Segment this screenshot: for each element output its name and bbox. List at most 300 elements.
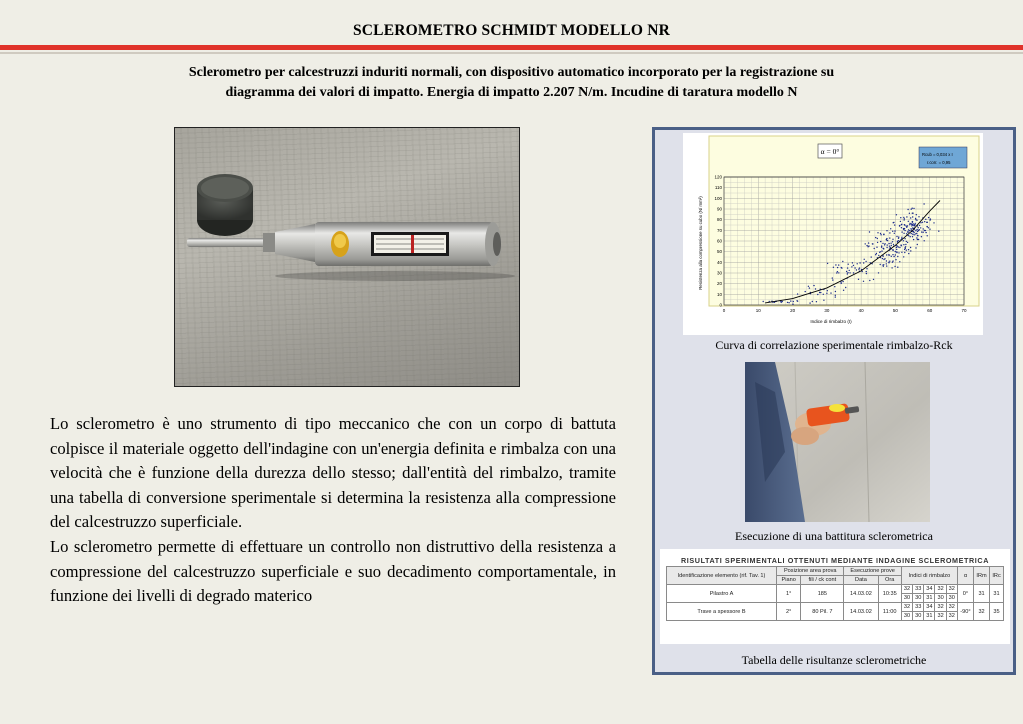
- scatter-point: [910, 236, 911, 237]
- scatter-point: [904, 252, 905, 253]
- scatter-point: [906, 241, 907, 242]
- scatter-point: [838, 272, 839, 273]
- scatter-point: [906, 233, 907, 234]
- scatter-point: [911, 223, 912, 224]
- scatter-point: [899, 225, 900, 226]
- scatter-point: [787, 302, 788, 303]
- scatter-point: [915, 219, 916, 220]
- scatter-point: [819, 292, 820, 293]
- scatter-point: [901, 227, 902, 228]
- scatter-point: [827, 263, 828, 264]
- scatter-point: [906, 250, 907, 251]
- cell-index: 30: [935, 594, 946, 603]
- scatter-point: [880, 241, 881, 242]
- scatter-point: [916, 229, 917, 230]
- scatter-point: [896, 252, 897, 253]
- scatter-point: [907, 225, 908, 226]
- scatter-point: [918, 216, 919, 217]
- cell-alpha: 0°: [957, 585, 973, 603]
- scatter-point: [874, 248, 875, 249]
- cell-ora: 10:35: [878, 585, 901, 603]
- scatter-point: [927, 222, 928, 223]
- scatter-point: [763, 301, 764, 302]
- scatter-point: [886, 254, 887, 255]
- scatter-point: [908, 221, 909, 222]
- scatter-point: [911, 209, 912, 210]
- scatter-point: [865, 243, 866, 244]
- cell-data: 14.03.02: [844, 603, 878, 621]
- col-element: Identificazione elemento (rif. Tav. 1): [667, 567, 777, 585]
- scatter-point: [927, 226, 928, 227]
- scatter-point: [881, 250, 882, 251]
- scatter-point: [880, 233, 881, 234]
- cell-index: 32: [935, 612, 946, 621]
- x-axis-label: Indice di rimbalzo (I): [810, 319, 852, 324]
- scatter-point: [889, 261, 890, 262]
- cell-index: 33: [913, 585, 924, 594]
- col-irm: IRm: [974, 567, 990, 585]
- scatter-point: [938, 231, 939, 232]
- scatter-point: [815, 288, 816, 289]
- scatter-point: [906, 227, 907, 228]
- col-piano: Piano: [777, 576, 801, 585]
- scatter-point: [832, 277, 833, 278]
- scatter-point: [793, 301, 794, 302]
- cell-data: 14.03.02: [844, 585, 878, 603]
- title-divider-shadow: [0, 52, 1023, 54]
- scatter-point: [909, 230, 910, 231]
- scatter-point: [912, 208, 913, 209]
- cell-irc: 31: [990, 585, 1004, 603]
- scatter-point: [897, 267, 898, 268]
- scatter-point: [898, 252, 899, 253]
- y-tick-label: 110: [714, 185, 722, 191]
- scatter-point: [912, 236, 913, 237]
- cell-index: 33: [913, 603, 924, 612]
- scatter-point: [862, 271, 863, 272]
- scatter-point: [886, 230, 887, 231]
- scatter-point: [853, 265, 854, 266]
- scatter-point: [892, 254, 893, 255]
- scatter-point: [909, 224, 910, 225]
- scatter-point: [895, 251, 896, 252]
- scatter-point: [883, 266, 884, 267]
- scatter-point: [893, 244, 894, 245]
- cell-index: 32: [935, 603, 946, 612]
- chart-svg: [683, 133, 983, 335]
- scatter-point: [859, 262, 860, 263]
- scatter-point: [869, 231, 870, 232]
- scatter-point: [907, 242, 908, 243]
- scatter-point: [925, 230, 926, 231]
- formula-line-1: Rcub = 0,034 x I: [922, 152, 953, 157]
- y-tick-label: 20: [716, 281, 722, 287]
- description-text: [50, 412, 616, 609]
- scatter-point: [877, 242, 878, 243]
- col-area: Posizione area prova: [777, 567, 844, 576]
- scatter-point: [869, 280, 870, 281]
- x-tick-label: 60: [927, 308, 933, 313]
- scatter-point: [875, 237, 876, 238]
- table-row: [667, 603, 1004, 612]
- scatter-point: [816, 301, 817, 302]
- scatter-point: [920, 227, 921, 228]
- scatter-point: [915, 247, 916, 248]
- scatter-point: [868, 242, 869, 243]
- chart-caption: Curva di correlazione sperimentale rimbalzo-Rck: [715, 338, 953, 352]
- scatter-point: [906, 216, 907, 217]
- cell-index: 31: [924, 612, 935, 621]
- scatter-point: [890, 243, 891, 244]
- scatter-point: [809, 302, 810, 303]
- scatter-point: [835, 295, 836, 296]
- scatter-point: [788, 302, 789, 303]
- scatter-point: [924, 240, 925, 241]
- scatter-point: [886, 247, 887, 248]
- scatter-point: [901, 237, 902, 238]
- scatter-point: [914, 224, 915, 225]
- scatter-point: [886, 265, 887, 266]
- scatter-point: [867, 246, 868, 247]
- scatter-point: [834, 286, 835, 287]
- scatter-point: [933, 222, 934, 223]
- scatter-point: [896, 247, 897, 248]
- scatter-point: [898, 236, 899, 237]
- scatter-point: [847, 267, 848, 268]
- formula-line-2: r.corr. = 0,95: [927, 160, 951, 165]
- scatter-point: [903, 219, 904, 220]
- scatter-point: [917, 244, 918, 245]
- scatter-point: [913, 223, 914, 224]
- scatter-point: [836, 272, 837, 273]
- cell-irm: 31: [974, 585, 990, 603]
- scatter-point: [851, 266, 852, 267]
- scatter-point: [892, 249, 893, 250]
- scatter-point: [866, 271, 867, 272]
- scatter-point: [903, 217, 904, 218]
- scatter-point: [912, 234, 913, 235]
- scatter-point: [886, 263, 887, 264]
- scatter-point: [857, 263, 858, 264]
- scatter-point: [823, 294, 824, 295]
- scatter-point: [889, 232, 890, 233]
- scatter-point: [872, 243, 873, 244]
- scatter-point: [858, 279, 859, 280]
- scatter-point: [895, 259, 896, 260]
- scatter-point: [916, 233, 917, 234]
- scatter-point: [886, 260, 887, 261]
- scatter-point: [912, 225, 913, 226]
- scatter-point: [877, 238, 878, 239]
- scatter-point: [923, 203, 924, 204]
- scatter-point: [915, 223, 916, 224]
- cell-alpha: -90°: [957, 603, 973, 621]
- scatter-point: [919, 225, 920, 226]
- scatter-point: [897, 241, 898, 242]
- scatter-point: [879, 252, 880, 253]
- scatter-point: [837, 271, 838, 272]
- scatter-point: [866, 245, 867, 246]
- scatter-point: [894, 230, 895, 231]
- scatter-point: [918, 239, 919, 240]
- scatter-point: [929, 229, 930, 230]
- y-tick-label: 30: [716, 270, 722, 276]
- scatter-point: [859, 267, 860, 268]
- scatter-point: [866, 268, 867, 269]
- scatter-point: [838, 264, 839, 265]
- scatter-point: [842, 261, 843, 262]
- sclerometer-illustration: [175, 128, 520, 387]
- scatter-point: [913, 239, 914, 240]
- scatter-point: [903, 233, 904, 234]
- photo-caption: Esecuzione di una battitura sclerometrica: [735, 529, 933, 543]
- scatter-point: [889, 237, 890, 238]
- scatter-point: [896, 214, 897, 215]
- scatter-point: [842, 281, 843, 282]
- scatter-point: [908, 229, 909, 230]
- scatter-point: [797, 293, 798, 294]
- cell-element: Pilastro A: [667, 585, 777, 603]
- scatter-point: [904, 238, 905, 239]
- y-tick-label: 0: [719, 302, 722, 308]
- scatter-point: [924, 221, 925, 222]
- scatter-point: [921, 236, 922, 237]
- scatter-point: [923, 228, 924, 229]
- col-indici: Indici di rimbalzo: [901, 567, 957, 585]
- scatter-point: [898, 246, 899, 247]
- scatter-point: [847, 272, 848, 273]
- scatter-point: [878, 272, 879, 273]
- scatter-point: [853, 272, 854, 273]
- scatter-point: [805, 291, 806, 292]
- scatter-point: [887, 244, 888, 245]
- scatter-point: [894, 224, 895, 225]
- scatter-point: [904, 230, 905, 231]
- scatter-point: [841, 267, 842, 268]
- page-title: SCLEROMETRO SCHMIDT MODELLO NR: [352, 22, 671, 39]
- scatter-point: [877, 232, 878, 233]
- col-irc: IRc: [990, 567, 1004, 585]
- scatter-point: [929, 219, 930, 220]
- scatter-point: [889, 246, 890, 247]
- paragraph-1: Lo sclerometro è uno strumento di tipo meccanico che con un corpo di battuta colpisce il materiale oggetto dell'indagine con un'energia definita e rimbalza con una velocità che è funzione della durezza dello stesso; dall'entità del rimbalzo, tramite una tabella di conversione sperimentale si determina la resistenza alla compressione del calcestruzzo superficiale.: [50, 414, 616, 532]
- scatter-point: [916, 237, 917, 238]
- table-caption: Tabella delle risultanze sclerometriche: [741, 653, 927, 667]
- scatter-point: [882, 264, 883, 265]
- cell-index: 32: [946, 603, 957, 612]
- scatter-point: [827, 290, 828, 291]
- scatter-point: [917, 239, 918, 240]
- scatter-point: [884, 258, 885, 259]
- scatter-point: [873, 279, 874, 280]
- scatter-point: [830, 292, 831, 293]
- y-tick-label: 50: [716, 249, 722, 255]
- scatter-point: [782, 301, 783, 302]
- scatter-point: [905, 244, 906, 245]
- scatter-point: [894, 233, 895, 234]
- x-tick-label: 20: [790, 308, 796, 313]
- scatter-point: [809, 287, 810, 288]
- scatter-point: [899, 261, 900, 262]
- scatter-point: [864, 259, 865, 260]
- scatter-point: [849, 272, 850, 273]
- scatter-point: [901, 245, 902, 246]
- col-data: Data: [844, 576, 878, 585]
- scatter-point: [808, 286, 809, 287]
- scatter-point: [881, 245, 882, 246]
- x-tick-label: 70: [961, 308, 967, 313]
- scatter-point: [875, 254, 876, 255]
- cell-index: 30: [946, 594, 957, 603]
- scatter-point: [897, 245, 898, 246]
- y-tick-label: 10: [716, 291, 722, 297]
- scatter-point: [883, 248, 884, 249]
- cell-fili: 80 Pil. 7: [801, 603, 844, 621]
- alpha-label: α = 0°: [820, 147, 840, 156]
- scatter-point: [925, 219, 926, 220]
- col-alpha: α: [957, 567, 973, 585]
- scatter-point: [884, 243, 885, 244]
- y-axis-label: Resistenza alla compressione su cubo (N/ mm²): [698, 196, 703, 290]
- results-table-title: RISULTATI SPERIMENTALI OTTENUTI MEDIANTE INDAGINE SCLEROMETRICA: [681, 556, 989, 565]
- x-tick-label: 40: [858, 308, 864, 313]
- cell-ora: 11:00: [878, 603, 901, 621]
- scatter-point: [841, 283, 842, 284]
- scatter-point: [882, 258, 883, 259]
- paragraph-2: Lo sclerometro permette di effettuare un controllo non distruttivo della resistenza a compressione del calcestruzzo superficiale e suo decadimento comportamentale, in funzione dei livelli di degrado materico: [50, 536, 616, 606]
- scatter-point: [892, 231, 893, 232]
- scatter-point: [890, 228, 891, 229]
- scatter-point: [896, 249, 897, 250]
- scatter-point: [923, 232, 924, 233]
- scatter-point: [910, 250, 911, 251]
- scatter-point: [892, 241, 893, 242]
- x-tick-label: 10: [755, 308, 761, 313]
- scatter-point: [901, 231, 902, 232]
- scatter-point: [843, 290, 844, 291]
- scatter-point: [903, 240, 904, 241]
- scatter-point: [898, 238, 899, 239]
- scatter-point: [912, 213, 913, 214]
- scatter-point: [886, 238, 887, 239]
- scatter-point: [847, 273, 848, 274]
- scatter-point: [912, 221, 913, 222]
- cell-piano: 1°: [777, 585, 801, 603]
- scatter-point: [914, 234, 915, 235]
- scatter-point: [865, 261, 866, 262]
- scatter-point: [908, 231, 909, 232]
- cell-index: 30: [913, 612, 924, 621]
- y-tick-label: 100: [714, 195, 722, 201]
- scatter-point: [852, 262, 853, 263]
- scatter-point: [901, 224, 902, 225]
- scatter-point: [910, 247, 911, 248]
- cell-index: 32: [901, 585, 912, 594]
- scatter-point: [901, 252, 902, 253]
- scatter-point: [817, 294, 818, 295]
- scatter-point: [911, 225, 912, 226]
- scatter-point: [916, 214, 917, 215]
- cell-piano: 2°: [777, 603, 801, 621]
- y-tick-label: 70: [716, 227, 722, 233]
- scatter-point: [866, 273, 867, 274]
- cell-index: 32: [946, 585, 957, 594]
- scatter-point: [833, 267, 834, 268]
- x-tick-label: 30: [824, 308, 830, 313]
- scatter-point: [882, 243, 883, 244]
- scatter-point: [910, 217, 911, 218]
- scatter-point: [915, 218, 916, 219]
- scatter-point: [891, 267, 892, 268]
- scatter-point: [915, 230, 916, 231]
- x-tick-label: 0: [722, 308, 726, 313]
- scatter-point: [904, 218, 905, 219]
- scatter-point: [903, 256, 904, 257]
- scatter-point: [917, 235, 918, 236]
- cell-index: 32: [901, 603, 912, 612]
- scatter-point: [900, 221, 901, 222]
- scatter-point: [912, 216, 913, 217]
- scatter-point: [892, 239, 893, 240]
- scatter-point: [913, 208, 914, 209]
- test-illustration: [745, 362, 930, 522]
- scatter-point: [856, 269, 857, 270]
- scatter-point: [913, 231, 914, 232]
- cell-index: 34: [924, 603, 935, 612]
- scatter-point: [897, 256, 898, 257]
- scatter-point: [876, 247, 877, 248]
- scatter-point: [887, 240, 888, 241]
- scatter-point: [922, 222, 923, 223]
- scatter-point: [899, 247, 900, 248]
- scatter-point: [863, 262, 864, 263]
- scatter-point: [848, 264, 849, 265]
- scatter-point: [813, 285, 814, 286]
- scatter-point: [812, 301, 813, 302]
- scatter-point: [910, 228, 911, 229]
- scatter-point: [880, 234, 881, 235]
- table-row: [667, 585, 1004, 594]
- subtitle-line-2: diagramma dei valori di impatto. Energia di impatto 2.207 N/m. Incudine di taratura modello N: [225, 85, 798, 100]
- y-tick-label: 60: [716, 238, 722, 244]
- y-tick-label: 80: [716, 217, 722, 223]
- scatter-point: [928, 217, 929, 218]
- scatter-point: [908, 249, 909, 250]
- scatter-point: [918, 230, 919, 231]
- y-tick-label: 40: [716, 259, 722, 265]
- scatter-point: [895, 254, 896, 255]
- scatter-point: [927, 235, 928, 236]
- scatter-point: [925, 232, 926, 233]
- scatter-point: [903, 229, 904, 230]
- scatter-point: [826, 293, 827, 294]
- scatter-point: [891, 256, 892, 257]
- scatter-point: [904, 225, 905, 226]
- correlation-chart: [683, 133, 983, 335]
- scatter-point: [909, 213, 910, 214]
- scatter-point: [835, 296, 836, 297]
- scatter-point: [909, 223, 910, 224]
- scatter-point: [891, 245, 892, 246]
- scatter-point: [888, 254, 889, 255]
- scatter-point: [823, 300, 824, 301]
- scatter-point: [903, 244, 904, 245]
- page-subtitle: [90, 63, 933, 103]
- results-table: [666, 566, 1004, 621]
- scatter-point: [863, 281, 864, 282]
- scatter-point: [894, 266, 895, 267]
- col-exec: Esecuzione prove: [844, 567, 902, 576]
